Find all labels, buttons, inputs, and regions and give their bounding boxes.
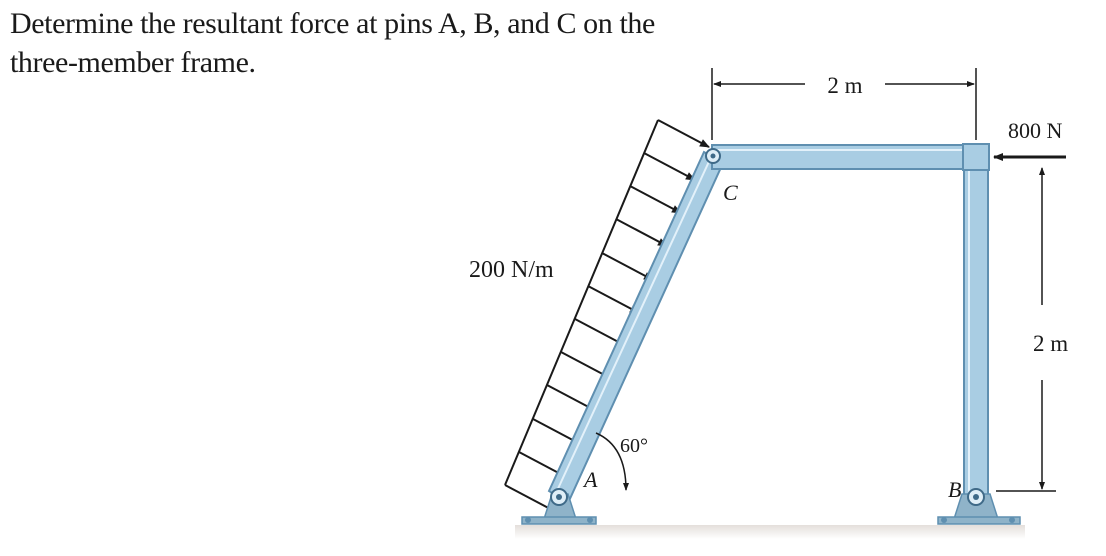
load-arrow-9 — [616, 219, 667, 246]
dimension-horizontal-label: 2 m — [827, 73, 863, 98]
pin-c-label: C — [723, 180, 738, 205]
load-arrow-8 — [602, 253, 653, 280]
pin-a-center — [556, 494, 562, 500]
bolt-a-right — [587, 517, 593, 523]
pin-b-label: B — [948, 477, 962, 502]
member-horizontal — [712, 145, 988, 169]
member-vertical — [964, 145, 988, 500]
ground-surface — [515, 525, 1025, 539]
pin-c-center — [711, 154, 716, 159]
problem-line-1: Determine the resultant force at pins A, B, and C on the — [10, 7, 655, 40]
load-arrow-12 — [658, 120, 709, 147]
support-b-base — [938, 517, 1020, 524]
bolt-b-right — [1009, 517, 1015, 523]
problem-line-2: three-member frame. — [10, 46, 256, 79]
load-arrow-10 — [630, 186, 681, 213]
dimension-vertical-label: 2 m — [1033, 331, 1069, 356]
bolt-b-left — [941, 517, 947, 523]
vertical-dimension — [996, 168, 1056, 491]
angle-label: 60° — [620, 435, 648, 457]
force-label: 800 N — [1008, 118, 1063, 143]
bolt-a-left — [525, 517, 531, 523]
pin-a-label: A — [584, 467, 598, 492]
pin-b-center — [973, 494, 979, 500]
load-arrows — [505, 120, 709, 512]
distributed-load-label: 200 N/m — [469, 257, 554, 283]
support-a — [522, 489, 596, 524]
member-corner — [963, 144, 989, 170]
load-arrow-11 — [644, 153, 695, 180]
support-a-base — [522, 517, 596, 524]
distributed-load — [505, 120, 709, 512]
